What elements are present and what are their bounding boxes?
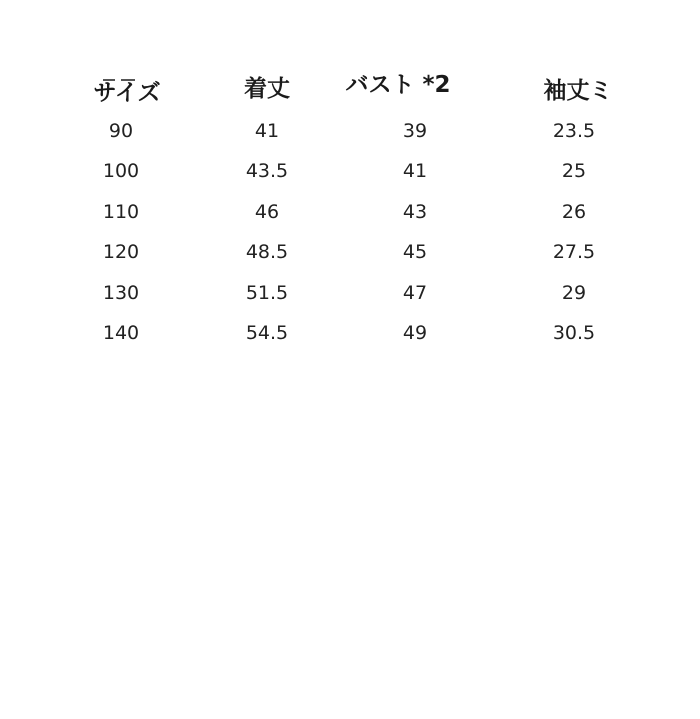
cell-length: 41 [254,120,280,142]
cell-bust: 41 [402,160,428,182]
cell-size: 130 [102,282,140,304]
header-bust: バスト *2 [345,72,451,98]
cell-sleeve: 30.5 [552,322,596,344]
cell-size: 100 [102,160,140,182]
cell-bust: 49 [402,322,428,344]
header-size: サイズ [93,80,161,106]
cell-length: 51.5 [245,282,289,304]
header-length: 着丈 [244,76,290,102]
cell-bust: 45 [402,241,428,263]
cell-size: 110 [102,201,140,223]
cell-bust: 47 [402,282,428,304]
cell-length: 46 [254,201,280,223]
cell-length: 48.5 [245,241,289,263]
header-sleeve-clip [543,76,613,110]
cell-bust: 43 [402,201,428,223]
cell-sleeve: 29 [561,282,587,304]
cell-length: 43.5 [245,160,289,182]
cell-sleeve: 27.5 [552,241,596,263]
cell-length: 54.5 [245,322,289,344]
cell-size: 140 [102,322,140,344]
header-sleeve: 袖丈ミ [543,78,613,104]
cell-size: 90 [108,120,134,142]
cell-size: 120 [102,241,140,263]
cell-sleeve: 23.5 [552,120,596,142]
cell-sleeve: 26 [561,201,587,223]
cell-sleeve: 25 [561,160,587,182]
cell-bust: 39 [402,120,428,142]
